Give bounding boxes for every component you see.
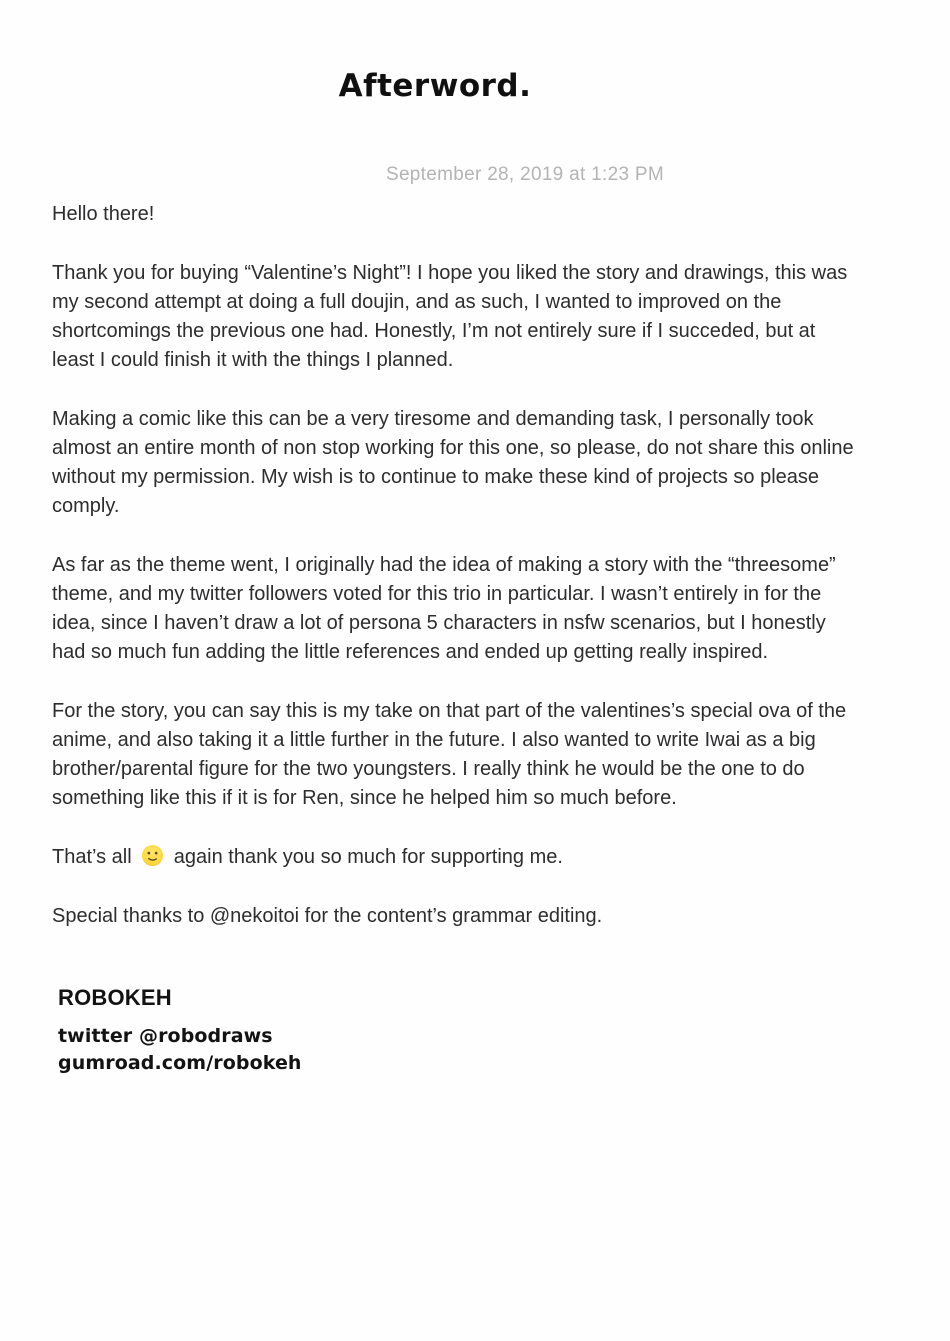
closing-line (52, 843, 854, 872)
paragraph-thank-you: Thank you for buying “Valentine’s Night”! I hope you liked the story and drawings, this was my second attempt at doing a full doujin, and as such, I wanted to improved on the shortcomings the previous one had. Honestly, I’m not entirely sure if I succeded, but at least I could finish it with the things I planned. (52, 262, 848, 371)
paragraph-story: For the story, you can say this is my take on that part of the valentines’s special ova of the anime, and also taking it a little further in the future. I also wanted to write Iwai as a big brother/parental figure for the two youngsters. I really think he would be the one to do something like this if it is for Ren, since he helped him so much before. (52, 700, 847, 809)
author-name: ROBOKEH (58, 985, 172, 1010)
gumroad-url: gumroad.com/robokeh (58, 1052, 302, 1074)
signature-block (0, 985, 950, 1077)
paragraph-making-comic: Making a comic like this can be a very tiresome and demanding task, I personally took almost an entire month of non stop working for this one, so please, do not share this online without my permission. My wish is to continue to make these kind of projects so please comply. (52, 408, 854, 517)
closing-after-text: again thank you so much for supporting me. (173, 846, 563, 868)
closing-before-text: That’s all (52, 846, 132, 868)
twitter-handle: twitter @robodraws (58, 1025, 273, 1047)
timestamp: September 28, 2019 at 1:23 PM (385, 164, 665, 185)
slightly-smiling-face-emoji (141, 844, 164, 867)
author-links (58, 1023, 854, 1077)
paragraph-theme: As far as the theme went, I originally had the idea of making a story with the “threesome” theme, and my twitter followers voted for this trio in particular. I wasn’t entirely in for the idea, since I haven’t draw a lot of persona 5 characters in nsfw scenarios, but I honestly had so much fun adding the little references and ended up getting really inspired. (52, 554, 836, 663)
greeting-text: Hello there! (52, 203, 155, 225)
page-title: Afterword. (338, 68, 532, 104)
letter-body (0, 200, 950, 931)
special-thanks-text: Special thanks to @nekoitoi for the content’s grammar editing. (52, 905, 603, 927)
